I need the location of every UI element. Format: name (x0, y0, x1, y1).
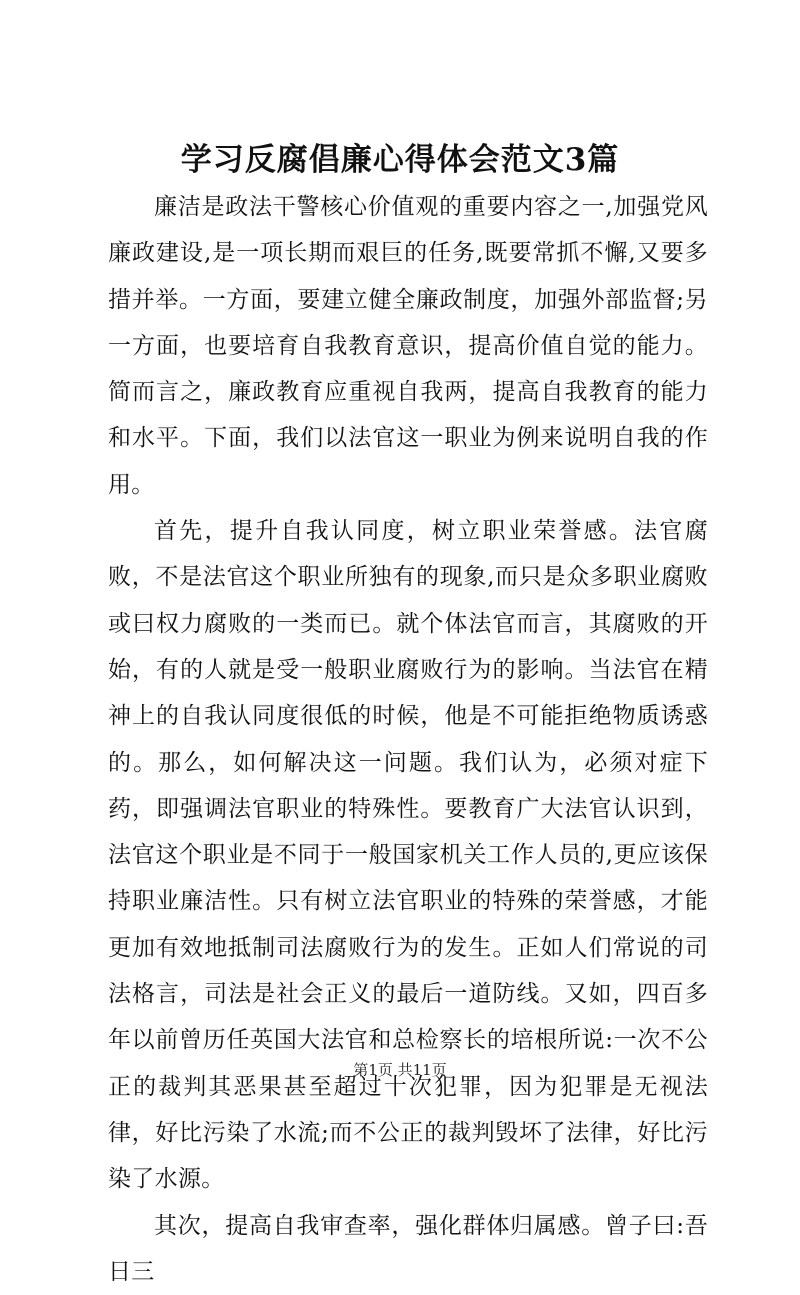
paragraph-2: 首先，提升自我认同度，树立职业荣誉感。法官腐败，不是法官这个职业所独有的现象,而只是众多职业腐败或曰权力腐败的一类而已。就个体法官而言，其腐败的开始，有的人就是受一般职业腐败行为的影响。当法官在精神上的自我认同度很低的时候，他是不可能拒绝物质诱惑的。那么，如何解决这一问题。我们认为，必须对症下药，即强调法官职业的特殊性。要教育广大法官认识到，法官这个职业是不同于一般国家机关工作人员的,更应该保持职业廉洁性。只有树立法官职业的特殊的荣誉感，才能更加有效地抵制司法腐败行为的发生。正如人们常说的司法格言，司法是社会正义的最后一道防线。又如，四百多年以前曾历任英国大法官和总检察长的培根所说:一次不公正的裁判其恶果甚至超过十次犯罪，因为犯罪是无视法律，好比污染了水流;而不公正的裁判毁坏了法律，好比污染了水源。 (108, 518, 708, 1193)
paragraph-3: 其次，提高自我审查率，强化群体归属感。曾子曰:吾日三 (108, 1212, 708, 1285)
paragraph-1: 廉洁是政法干警核心价值观的重要内容之一,加强党风廉政建设,是一项长期而艰巨的任务,既要常抓不懈,又要多措并举。一方面，要建立健全廉政制度，加强外部监督;另一方面，也要培育自我教育意识，提高价值自觉的能力。简而言之，廉政教育应重视自我两，提高自我教育的能力和水平。下面，我们以法官这一职业为例来说明自我的作用。 (108, 194, 708, 498)
document-title: 学习反腐倡廉心得体会范文3篇 (180, 142, 620, 178)
document-body (108, 184, 708, 1295)
page-footer (0, 1060, 800, 1080)
page-number-label: 第1页 共11页 (353, 1061, 447, 1079)
